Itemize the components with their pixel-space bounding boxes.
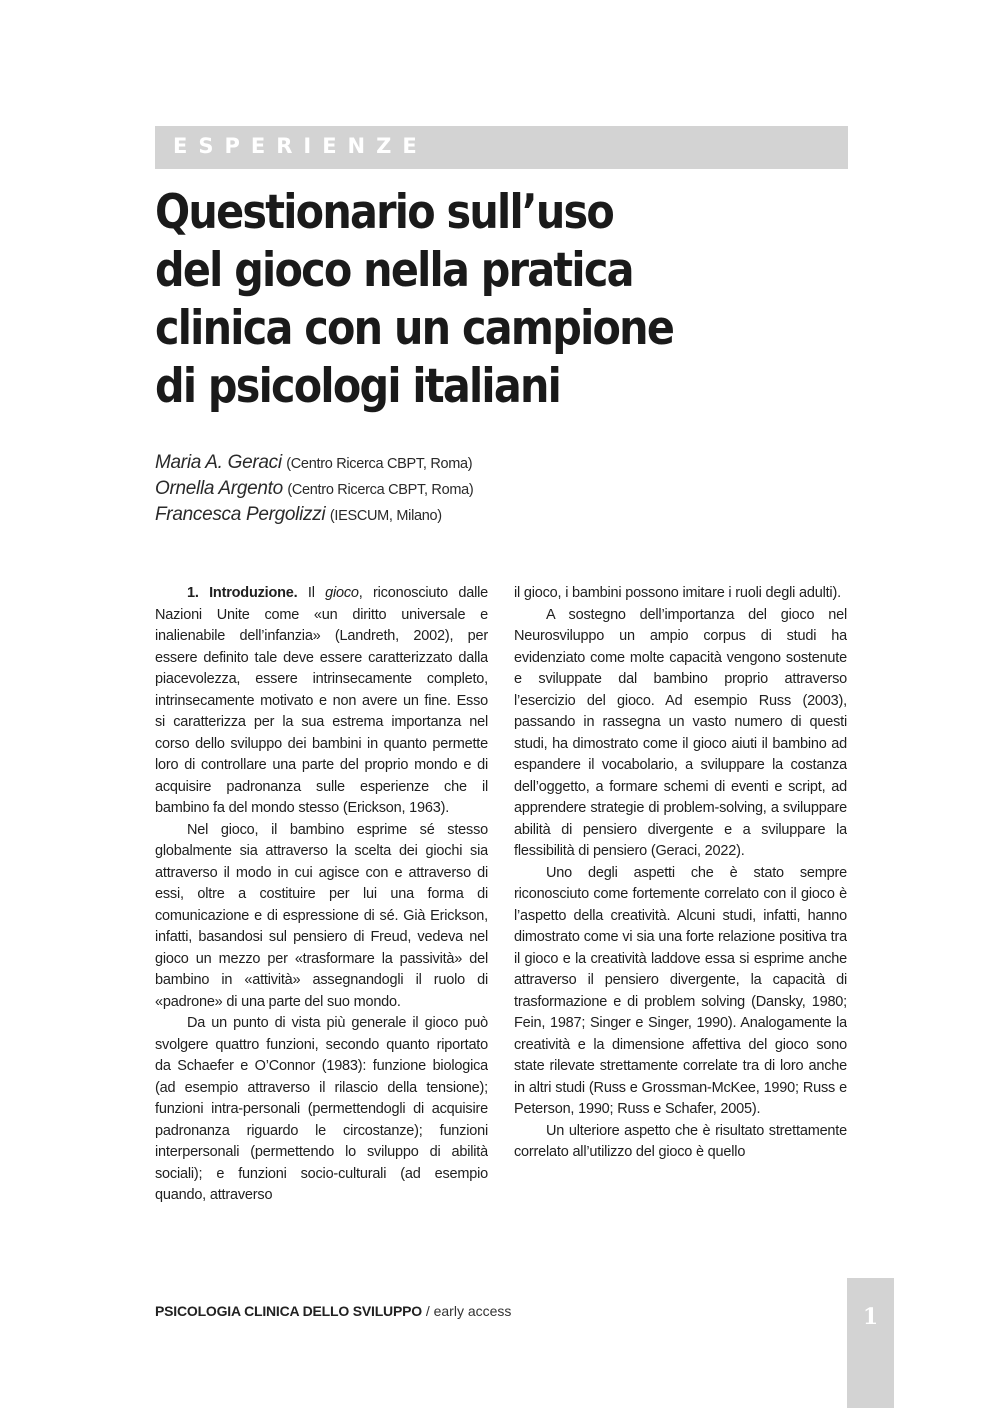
paragraph: Da un punto di vista più generale il gioco può svolgere quattro funzioni, secondo quanto riportato da Schaefer e O’Connor (1983): funzione biologica (ad esempio attraverso il rilascio della tensione); funzioni intra-personali (permettendogli di acquisire padronanza riguardo le circostanze); funzioni interpersonali (permettendo lo sviluppo di abilità sociali); e funzioni socio-culturali (ad esempio quando, attraverso <box>155 1015 488 1203</box>
text-run: Il <box>297 585 326 601</box>
author-name: Ornella Argento <box>155 478 283 499</box>
section-heading: 1. Introduzione. <box>187 585 298 601</box>
access-label: / early access <box>421 1303 512 1319</box>
paragraph: Un ulteriore aspetto che è risultato strettamente correlato all’utilizzo del gioco è quello <box>514 1122 847 1160</box>
journal-name: PSICOLOGIA CLINICA DELLO SVILUPPO <box>155 1303 422 1319</box>
page-number-tab <box>847 1278 894 1408</box>
paragraph: il gioco, i bambini possono imitare i ruoli degli adulti). <box>514 585 841 601</box>
article-title <box>155 184 771 416</box>
body-column-right <box>514 583 847 1253</box>
section-bar <box>155 126 848 169</box>
body-column-left <box>155 583 488 1253</box>
author-name: Maria A. Geraci <box>155 452 282 473</box>
author-2 <box>155 478 473 504</box>
author-3 <box>155 504 473 530</box>
paragraph <box>155 583 488 820</box>
title-line: di psicologi italiani <box>155 359 561 414</box>
author-name: Francesca Pergolizzi <box>155 504 326 525</box>
author-affiliation: (IESCUM, Milano) <box>329 508 442 524</box>
author-affiliation: (Centro Ricerca CBPT, Roma) <box>287 482 474 498</box>
title-line: del gioco nella pratica <box>155 243 633 298</box>
author-list <box>155 452 473 530</box>
running-footer <box>155 1303 511 1319</box>
italic-term: gioco <box>325 585 359 601</box>
paragraph: Uno degli aspetti che è stato sempre riconosciuto come fortemente correlato con il gioco è l’aspetto della creatività. Alcuni studi, infatti, hanno dimostrato come vi sia una forte relazione positiva tra il gioco e la creatività laddove essa si esprime anche attraverso il pensiero divergente, la capacità di trasformazione e di problem solving (Dansky, 1980; Fein, 1987; Singer e Singer, 1990). Analogamente la creatività e la dimensione affettiva del gioco sono state rilevate strettamente correlate tra di loro anche in altri studi (Russ e Grossman-McKee, 1990; Russ e Peterson, 1990; Russ e Schafer, 2005). <box>514 864 847 1117</box>
section-label: ESPERIENZE <box>173 134 428 158</box>
text-run: , riconosciuto dalle Nazioni Unite come «un diritto universale e inalienabile dell’infanzia» (Landreth, 2002), per essere definito tale deve essere caratterizzato dalla piacevolezza, essere intrinsecamente completo, intrinsecamente motivato e non avere un fine. Esso si caratterizza per la sua estrema importanza nel corso dello sviluppo dei bambini in quanto permette loro di controllare una parte del proprio mondo e di acquisire padronanza sulle esperienze che il bambino fa del mondo stesso (Erickson, 1963). <box>155 585 488 816</box>
author-affiliation: (Centro Ricerca CBPT, Roma) <box>286 456 473 472</box>
author-1 <box>155 452 473 478</box>
title-line: clinica con un campione <box>155 301 674 356</box>
title-line: Questionario sull’uso <box>155 185 614 240</box>
paragraph: A sostegno dell’importanza del gioco nel Neurosviluppo un ampio corpus di studi ha evidenziato come molte capacità vengono sostenute e sviluppate dal bambino proprio attraverso l’esercizio del gioco. Ad esempio Russ (2003), passando in rassegna un vasto numero di questi studi, ha dimostrato come il gioco aiuti il bambino ad espandere il vocabolario, a sviluppare la costanza dell’oggetto, a formare schemi di eventi e script, ad apprendere strategie di problem-solving, a sviluppare abilità di pensiero divergente e a sviluppare la flessibilità di pensiero (Geraci, 2022). <box>514 606 847 859</box>
paragraph: Nel gioco, il bambino esprime sé stesso globalmente sia attraverso la scelta dei giochi sia attraverso il modo in cui agisce con e attraverso di essi, oltre a costituire per lui una forma di comunicazione e di espressione di sé. Già Erickson, infatti, basandosi sul pensiero di Freud, vedeva nel gioco un mezzo per «trasformare la passività» del bambino in «attività» assegnandogli il ruolo di «padrone» di una parte del suo mondo. <box>155 821 488 1010</box>
page-number: 1 <box>862 1304 879 1330</box>
